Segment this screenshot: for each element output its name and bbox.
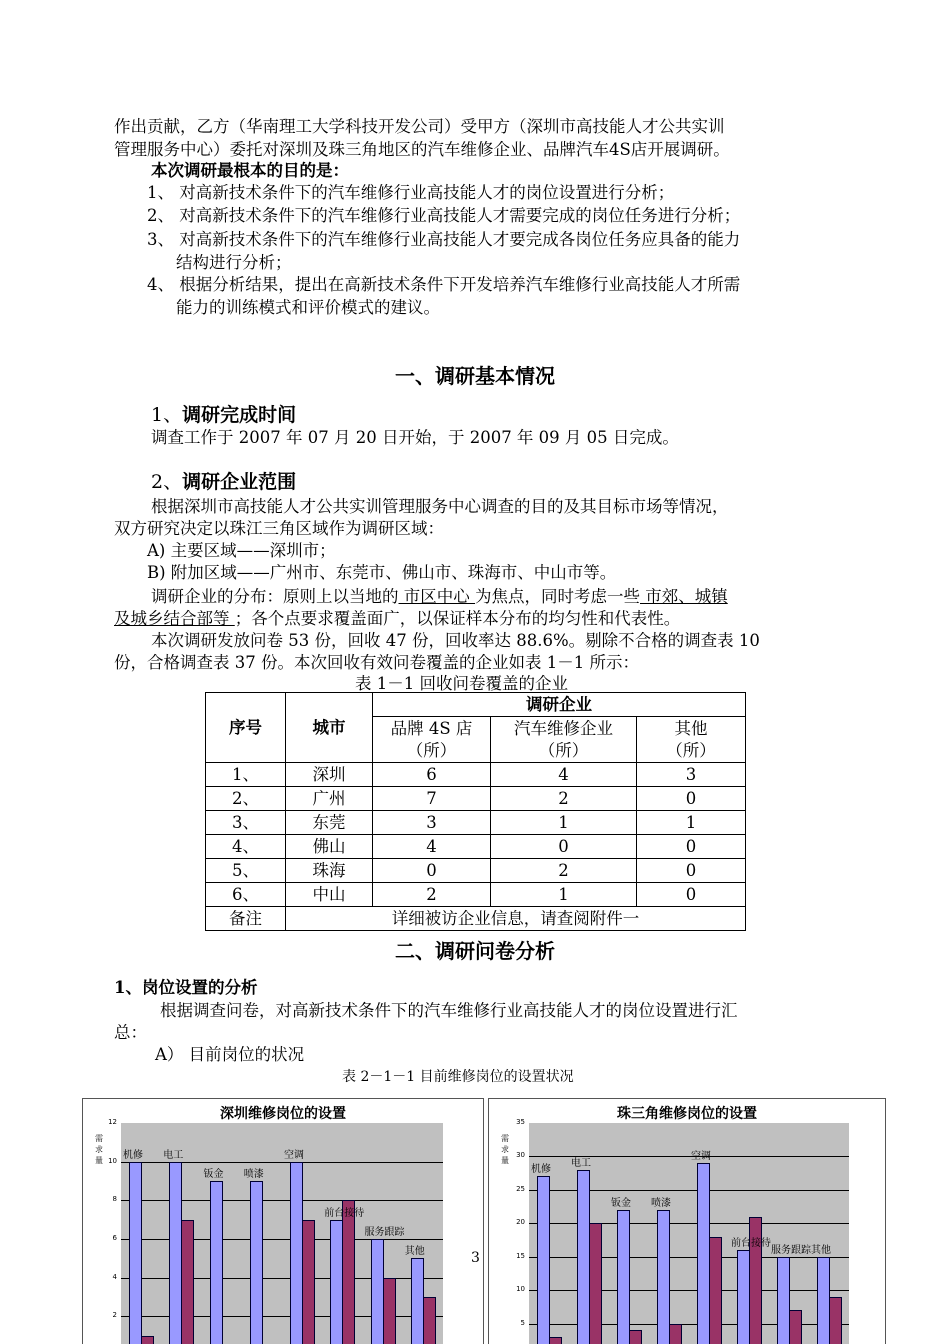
note-text: 详细被访企业信息，请查阅附件一	[286, 907, 746, 931]
y-tick-label: 12	[108, 1118, 117, 1126]
table-cell: 0	[637, 835, 746, 859]
y-tick-label: 35	[516, 1118, 525, 1126]
category-label: 机修	[123, 1149, 143, 1161]
chart-title: 深圳维修岗位的设置	[220, 1106, 346, 1122]
region-a: A) 主要区域——深圳市；	[147, 541, 336, 560]
header-no: 序号	[206, 693, 286, 763]
category-label: 前台接待	[731, 1238, 771, 1250]
purpose-heading: 本次调研最根本的目的是：	[151, 161, 349, 180]
table-row	[206, 883, 746, 907]
table-cell: 7	[373, 787, 491, 811]
y-tick-label: 25	[516, 1184, 525, 1193]
chart-caption: 表 2－1－1 目前维修岗位的设置状况	[342, 1069, 574, 1085]
intro-line: 作出贡献，乙方（华南理工大学科技开发公司）受甲方（深圳市高技能人才公共实训	[114, 117, 725, 136]
y-axis-label: 需求量	[95, 1134, 103, 1165]
bar-series1	[537, 1176, 550, 1344]
purpose-item-cont: 结构进行分析；	[176, 253, 292, 272]
table-cell: 1	[637, 811, 746, 835]
table-cell: 深圳	[286, 763, 373, 787]
table-cell: 4	[373, 835, 491, 859]
table-cell: 0	[637, 883, 746, 907]
paragraph: 本次调研发放问卷 53 份，回收 47 份，回收率达 88.6%。剔除不合格的调查表 10	[151, 631, 760, 650]
y-tick-label: 2	[112, 1311, 117, 1320]
category-label: 服务跟踪	[364, 1227, 405, 1238]
table-cell: 1、	[206, 763, 286, 787]
bar-series1	[210, 1181, 223, 1344]
bar-series2	[141, 1336, 154, 1344]
table-row	[206, 787, 746, 811]
header-4s: 品牌 4S 店 （所）	[373, 717, 491, 763]
item-a: A） 目前岗位的状况	[155, 1045, 305, 1064]
header-group: 调研企业	[373, 693, 746, 717]
chart-shenzhen	[82, 1098, 484, 1344]
paragraph: 调查工作于 2007 年 07 月 20 日开始，于 2007 年 09 月 05 日完成。	[151, 428, 679, 447]
bar-series2	[709, 1237, 722, 1344]
table-cell: 6、	[206, 883, 286, 907]
paragraph: 根据调查问卷，对高新技术条件下的汽车维修行业高技能人才的岗位设置进行汇	[160, 1001, 738, 1020]
subsection-title: 调研完成时间	[182, 404, 297, 426]
table-cell: 3	[373, 811, 491, 835]
table-cell: 2	[491, 859, 637, 883]
region-b: B) 附加区域——广州市、东莞市、佛山市、珠海市、中山市等。	[147, 563, 617, 582]
bar-series2	[181, 1220, 194, 1344]
bar-series1	[250, 1181, 263, 1344]
intro-line: 管理服务中心）委托对深圳及珠三角地区的汽车维修企业、品牌汽车4S店开展调研。	[114, 140, 730, 159]
table-cell: 1	[491, 811, 637, 835]
text: 为焦点，同时考虑一些	[475, 587, 640, 606]
bar-series2	[789, 1310, 802, 1344]
purpose-item-cont: 能力的训练模式和评价模式的建议。	[176, 298, 440, 317]
category-label: 前台接待	[324, 1207, 365, 1219]
header-repair: 汽车维修企业 （所）	[491, 717, 637, 763]
table-cell: 0	[491, 835, 637, 859]
bar-series1	[617, 1210, 630, 1344]
note-label: 备注	[206, 907, 286, 931]
table-cell: 3、	[206, 811, 286, 835]
category-label: 空调	[691, 1151, 711, 1163]
category-label: 喷漆	[651, 1197, 671, 1209]
underlined-text: 市郊、城镇	[640, 587, 728, 606]
bar-series2	[549, 1337, 562, 1344]
purpose-item: 4、 根据分析结果，提出在高新技术条件下开发培养汽车维修行业高技能人才所需	[147, 275, 741, 294]
category-label: 其他	[404, 1246, 425, 1258]
y-tick-label: 30	[516, 1151, 525, 1160]
category-label: 机修	[531, 1164, 551, 1176]
y-tick-label: 20	[516, 1218, 525, 1227]
bar-series2	[629, 1330, 642, 1344]
text: ；各个点要求覆盖面广，以保证样本分布的均匀性和代表性。	[234, 609, 681, 628]
table-row	[206, 835, 746, 859]
bar-series2	[829, 1297, 842, 1344]
bar-series2	[383, 1278, 396, 1344]
paragraph: 份，合格调查表 37 份。本次回收有效问卷覆盖的企业如表 1－1 所示：	[114, 653, 639, 672]
underlined-text: 及城乡结合部等	[114, 609, 235, 628]
table-cell: 珠海	[286, 859, 373, 883]
table-cell: 2	[491, 787, 637, 811]
purpose-item: 2、 对高新技术条件下的汽车维修行业高技能人才需要完成的岗位任务进行分析；	[147, 206, 741, 225]
y-tick-label: 8	[112, 1195, 117, 1204]
text: 调研企业的分布：原则上以当地的	[151, 587, 399, 606]
y-tick-label: 10	[516, 1285, 525, 1294]
table-cell: 中山	[286, 883, 373, 907]
category-label: 电工	[163, 1149, 184, 1161]
category-label: 喷漆	[243, 1169, 264, 1180]
subsection-title: 1、岗位设置的分析	[114, 978, 258, 997]
enterprise-table	[205, 692, 746, 931]
bar-series2	[302, 1220, 315, 1344]
bar-series1	[129, 1162, 142, 1344]
category-label: 服务跟踪	[771, 1244, 811, 1256]
y-tick-label: 10	[108, 1156, 117, 1165]
category-label: 电工	[571, 1157, 591, 1169]
section-title: 二、调研问卷分析	[395, 939, 555, 963]
subsection-title: 调研企业范围	[182, 471, 297, 493]
paragraph: 总：	[114, 1023, 147, 1042]
table-cell: 1	[491, 883, 637, 907]
table-cell: 5、	[206, 859, 286, 883]
page-number: 3	[471, 1250, 480, 1266]
y-axis-label: 需求量	[501, 1134, 509, 1165]
bar-series2	[589, 1223, 602, 1344]
chart-title: 珠三角维修岗位的设置	[617, 1106, 757, 1122]
table-cell: 广州	[286, 787, 373, 811]
table-row	[206, 811, 746, 835]
table-cell: 3	[637, 763, 746, 787]
table-cell: 0	[373, 859, 491, 883]
bar-series2	[669, 1324, 682, 1344]
bar-series2	[423, 1297, 436, 1344]
table-cell: 4、	[206, 835, 286, 859]
table-cell: 0	[637, 787, 746, 811]
table-cell: 东莞	[286, 811, 373, 835]
subsection-number: 2、	[151, 471, 183, 493]
table-cell: 2、	[206, 787, 286, 811]
y-tick-label: 4	[112, 1272, 117, 1281]
table-cell: 4	[491, 763, 637, 787]
section-title: 一、调研基本情况	[395, 364, 555, 388]
y-tick-label: 6	[112, 1234, 117, 1242]
header-other: 其他 （所）	[637, 717, 746, 763]
purpose-item: 1、 对高新技术条件下的汽车维修行业高技能人才的岗位设置进行分析；	[147, 183, 675, 202]
category-label: 其他	[811, 1244, 831, 1256]
table-cell: 6	[373, 763, 491, 787]
paragraph: 双方研究决定以珠江三角区域作为调研区域：	[114, 519, 444, 538]
y-tick-label: 5	[520, 1318, 525, 1327]
subsection-number: 1、	[151, 404, 183, 426]
table-row	[206, 859, 746, 883]
header-city: 城市	[286, 693, 373, 763]
chart-pearl-river-delta	[488, 1098, 886, 1344]
bar-series2	[342, 1200, 355, 1344]
table-cell: 0	[637, 859, 746, 883]
paragraph: 根据深圳市高技能人才公共实训管理服务中心调查的目的及其目标市场等情况，	[151, 497, 729, 516]
purpose-item: 3、 对高新技术条件下的汽车维修行业高技能人才要完成各岗位任务应具备的能力	[147, 230, 741, 249]
category-label: 钣金	[203, 1169, 224, 1180]
underlined-text: 市区中心	[398, 587, 475, 606]
table-cell: 佛山	[286, 835, 373, 859]
category-label: 空调	[284, 1149, 304, 1161]
y-tick-label: 15	[516, 1251, 525, 1260]
category-label: 钣金	[611, 1197, 631, 1209]
table-caption: 表 1－1 回收问卷覆盖的企业	[355, 674, 568, 693]
table-row	[206, 763, 746, 787]
table-cell: 2	[373, 883, 491, 907]
